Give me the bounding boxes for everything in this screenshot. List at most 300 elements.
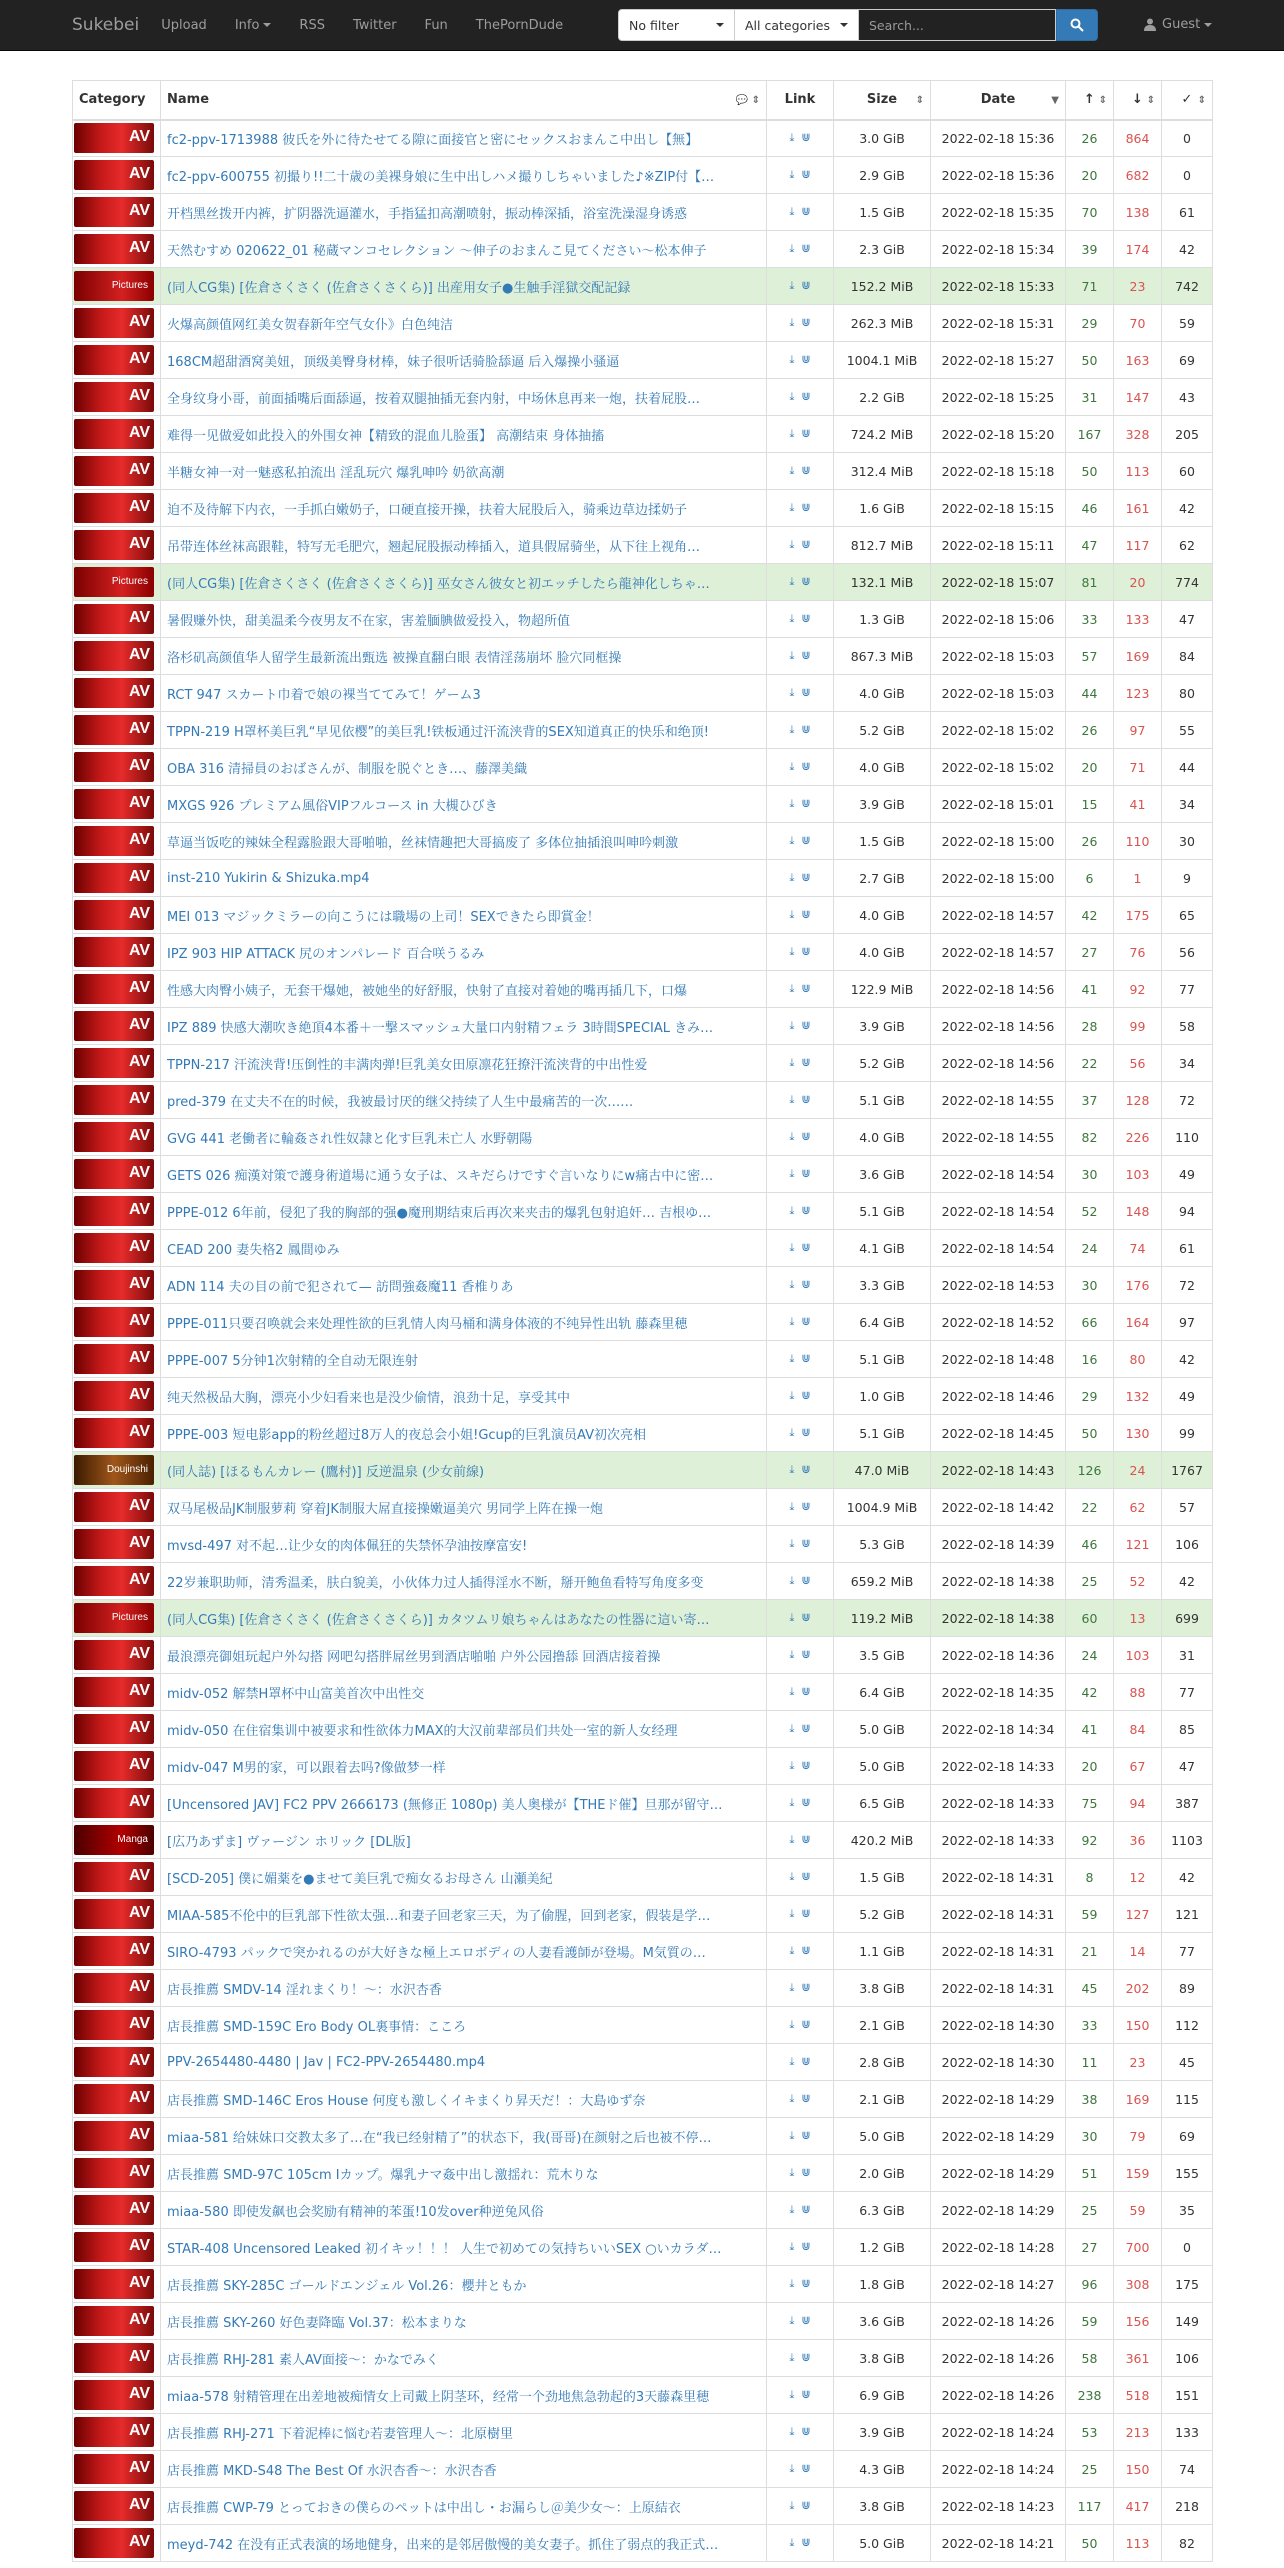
category-badge[interactable] <box>74 937 154 967</box>
category-badge[interactable] <box>74 678 154 708</box>
magnet-icon[interactable]: ⋓ <box>801 1093 811 1106</box>
torrent-name-link[interactable]: 天然むすめ 020622_01 秘蔵マンコセレクション 〜伸子のおまんこ見てください〜松本伸子 <box>161 231 767 268</box>
magnet-icon[interactable]: ⋓ <box>801 1611 811 1624</box>
download-icon[interactable]: ⤓ <box>789 760 795 773</box>
magnet-icon[interactable]: ⋓ <box>801 353 811 366</box>
download-icon[interactable]: ⤓ <box>789 1093 795 1106</box>
download-icon[interactable]: ⤓ <box>789 2536 795 2549</box>
magnet-icon[interactable]: ⋓ <box>801 834 811 847</box>
category-badge[interactable] <box>74 234 154 264</box>
category-badge[interactable] <box>74 2084 154 2114</box>
date-cell: 2022-02-18 14:39 <box>931 1526 1066 1563</box>
torrent-name-link[interactable]: MEI 013 マジックミラーの向こうには職場の上司！SEXできたら即賞金！ <box>161 897 767 934</box>
magnet-icon[interactable]: ⋓ <box>801 1759 811 1772</box>
category-badge[interactable] <box>74 1640 154 1670</box>
category-badge[interactable] <box>74 1159 154 1189</box>
magnet-icon[interactable]: ⋓ <box>801 649 811 662</box>
category-badge[interactable] <box>74 1862 154 1892</box>
category-badge[interactable] <box>74 1381 154 1411</box>
category-badge[interactable] <box>74 1936 154 1966</box>
torrent-name-link[interactable]: 店長推薦 SMD-159C Ero Body OL裏事情：こころ <box>161 2007 767 2044</box>
torrent-name-link[interactable]: PPPE-012 6年前，侵犯了我的胸部的强●魔刑期结束后再次来夹击的爆乳包射追奸… 吉根ゆ… <box>161 1193 767 1230</box>
download-icon[interactable]: ⤓ <box>789 1426 795 1439</box>
magnet-icon[interactable]: ⋓ <box>801 464 811 477</box>
header-leechers[interactable] <box>1114 81 1162 120</box>
download-icon[interactable]: ⤓ <box>789 168 795 181</box>
torrent-name-link[interactable]: PPPE-007 5分钟1次射精的全自动无限连射 <box>161 1341 767 1378</box>
torrent-name-link[interactable]: (同人CG集) [佐倉さくさく (佐倉さくさくら)] 巫女さん彼女と初エッチしたら龍神化しちゃ… <box>161 564 767 601</box>
category-badge[interactable] <box>74 493 154 523</box>
magnet-icon[interactable]: ⋓ <box>801 1278 811 1291</box>
category-badge[interactable] <box>74 715 154 745</box>
torrent-name-link[interactable]: 店長推薦 SMD-146C Eros House 何度も激しくイキまくり昇天だ！：大島ゆず奈 <box>161 2081 767 2118</box>
torrent-name-link[interactable]: 店長推薦 SKY-260 好色妻降臨 Vol.37：松本まりな <box>161 2303 767 2340</box>
date-cell: 2022-02-18 14:57 <box>931 897 1066 934</box>
torrent-name-link[interactable]: [SCD-205] 僕に媚薬を●ませて美巨乳で痴女るお母さん 山瀬美紀 <box>161 1859 767 1896</box>
download-icon[interactable]: ⤓ <box>789 131 795 145</box>
download-icon[interactable]: ⤓ <box>789 1241 795 1254</box>
magnet-icon[interactable]: ⋓ <box>801 1167 811 1180</box>
magnet-icon[interactable]: ⋓ <box>801 2425 811 2438</box>
download-icon[interactable]: ⤓ <box>789 2092 795 2105</box>
download-icon[interactable]: ⤓ <box>789 538 795 551</box>
torrent-name-link[interactable]: 半糖女神一对一魅惑私拍流出 淫乱玩穴 爆乳呻吟 奶欲高潮 <box>161 453 767 490</box>
category-badge[interactable] <box>74 567 154 597</box>
torrent-name-link[interactable]: [Uncensored JAV] FC2 PPV 2666173 (無修正 1080p) 美人奥様が【THEド催】旦那が留守… <box>161 1785 767 1822</box>
download-icon[interactable]: ⤓ <box>789 242 795 255</box>
torrent-name-link[interactable]: pred-379 在丈夫不在的时候，我被最讨厌的继父持续了人生中最痛苦的一次…… <box>161 1082 767 1119</box>
download-icon[interactable]: ⤓ <box>789 2129 795 2142</box>
download-icon[interactable]: ⤓ <box>789 982 795 995</box>
torrent-name-link[interactable]: CEAD 200 妻失格2 鳳間ゆみ <box>161 1230 767 1267</box>
torrent-name-link[interactable]: 草逼当饭吃的辣妹全程露脸跟大哥啪啪，丝袜情趣把大哥搞废了 多体位抽插浪叫呻吟刺激 <box>161 823 767 860</box>
download-icon[interactable]: ⤓ <box>789 2314 795 2327</box>
magnet-icon[interactable]: ⋓ <box>801 612 811 625</box>
download-icon[interactable]: ⤓ <box>789 1500 795 1513</box>
download-icon[interactable]: ⤓ <box>789 1759 795 1772</box>
category-badge[interactable] <box>74 1418 154 1448</box>
magnet-icon[interactable]: ⋓ <box>801 760 811 773</box>
category-badge[interactable] <box>74 1677 154 1707</box>
torrent-name-link[interactable]: 22岁兼职助师，清秀温柔，肤白貌美，小伙体力过人插得淫水不断，掰开鲍鱼看特写角度多变 <box>161 1563 767 1600</box>
category-badge-label: AV <box>128 1904 150 1921</box>
magnet-icon[interactable]: ⋓ <box>801 2203 811 2216</box>
magnet-icon[interactable]: ⋓ <box>801 2388 811 2401</box>
download-icon[interactable]: ⤓ <box>789 501 795 514</box>
category-badge[interactable] <box>74 863 154 893</box>
category-badge[interactable] <box>74 1714 154 1744</box>
download-icon[interactable]: ⤓ <box>789 1315 795 1328</box>
torrent-name-link[interactable]: IPZ 889 快感大潮吹き絶頂4本番＋一撃スマッシュ大量口内射精フェラ 3時間SPECIAL きみ… <box>161 1008 767 1045</box>
seeders-cell: 24 <box>1066 1637 1114 1674</box>
category-badge[interactable] <box>74 1788 154 1818</box>
torrent-name-link[interactable]: 洛杉矶高颜值华人留学生最新流出甄选 被操直翻白眼 表情淫荡崩坏 脸穴同框操 <box>161 638 767 675</box>
category-badge[interactable] <box>74 2528 154 2558</box>
torrent-name-link[interactable]: TPPN-217 汗流浃背!压倒性的丰满肉弹!巨乳美女田原凛花狂撩汗流浃背的中出性爱 <box>161 1045 767 1082</box>
torrent-name-link[interactable]: miaa-578 射精管理在出差地被痴情女上司戴上阴茎环，经常一个劲地焦急勃起的3天藤森里穂 <box>161 2377 767 2414</box>
category-select[interactable] <box>734 9 859 41</box>
download-icon[interactable]: ⤓ <box>789 1574 795 1587</box>
download-icon[interactable]: ⤓ <box>789 686 795 699</box>
magnet-icon[interactable]: ⋓ <box>801 686 811 699</box>
magnet-icon[interactable]: ⋓ <box>801 1130 811 1143</box>
download-icon[interactable]: ⤓ <box>789 2240 795 2253</box>
category-badge[interactable] <box>74 530 154 560</box>
category-badge[interactable] <box>74 123 154 153</box>
magnet-icon[interactable]: ⋓ <box>801 1944 811 1957</box>
download-icon[interactable]: ⤓ <box>789 945 795 958</box>
torrent-name-link[interactable]: PPPE-011只要召唤就会来处理性欲的巨乳情人肉马桶和满身体液的不纯异性出轨 藤森里穂 <box>161 1304 767 1341</box>
category-badge[interactable] <box>74 1344 154 1374</box>
torrent-name-link[interactable]: STAR-408 Uncensored Leaked 初イキッ！！！ 人生で初めての気持ちいいSEX ○いカラダ… <box>161 2229 767 2266</box>
download-icon[interactable]: ⤓ <box>789 797 795 810</box>
torrent-name-link[interactable]: 店長推薦 SKY-285C ゴールドエンジェル Vol.26：櫻井ともか <box>161 2266 767 2303</box>
header-date[interactable] <box>931 81 1066 120</box>
torrent-name-link[interactable]: RCT 947 スカート巾着で娘の裸当ててみて！ゲーム3 <box>161 675 767 712</box>
category-badge[interactable] <box>74 900 154 930</box>
category-badge[interactable] <box>74 974 154 1004</box>
category-badge[interactable] <box>74 604 154 634</box>
download-icon[interactable]: ⤓ <box>789 871 795 884</box>
download-icon[interactable]: ⤓ <box>789 2351 795 2364</box>
torrent-name-link[interactable]: 店長推薦 MKD-S48 The Best Of 水沢杏香～：水沢杏香 <box>161 2451 767 2488</box>
magnet-icon[interactable]: ⋓ <box>801 1722 811 1735</box>
magnet-icon[interactable]: ⋓ <box>801 1907 811 1920</box>
category-badge[interactable] <box>74 2158 154 2188</box>
download-icon[interactable]: ⤓ <box>789 1278 795 1291</box>
magnet-icon[interactable]: ⋓ <box>801 1500 811 1513</box>
download-icon[interactable]: ⤓ <box>789 1796 795 1809</box>
download-icon[interactable]: ⤓ <box>789 2203 795 2216</box>
category-badge[interactable] <box>74 1455 154 1485</box>
header-category[interactable]: Category <box>73 81 161 120</box>
nav-twitter[interactable]: Twitter <box>352 17 397 33</box>
torrent-name-link[interactable]: 全身纹身小哥，前面插嘴后面舔逼，按着双腿抽插无套内射，中场休息再来一炮，扶着屁股… <box>161 379 767 416</box>
category-badge[interactable] <box>74 1085 154 1115</box>
magnet-icon[interactable]: ⋓ <box>801 2351 811 2364</box>
download-icon[interactable]: ⤓ <box>789 427 795 440</box>
torrent-name-link[interactable]: 店長推薦 RHJ-281 素人AV面接～：かなでみく <box>161 2340 767 2377</box>
torrent-name-link[interactable]: 火爆高颜值网红美女贺春新年空气女仆》白色纯洁 <box>161 305 767 342</box>
download-icon[interactable]: ⤓ <box>789 2425 795 2438</box>
category-badge[interactable] <box>74 308 154 338</box>
download-icon[interactable]: ⤓ <box>789 1722 795 1735</box>
magnet-icon[interactable]: ⋓ <box>801 1833 811 1846</box>
magnet-icon[interactable]: ⋓ <box>801 2314 811 2327</box>
search-button[interactable] <box>1056 9 1098 41</box>
nav-theporndude[interactable]: ThePornDude <box>475 17 564 33</box>
download-icon[interactable]: ⤓ <box>789 390 795 403</box>
magnet-icon[interactable]: ⋓ <box>801 279 811 292</box>
magnet-icon[interactable]: ⋓ <box>801 1574 811 1587</box>
category-badge[interactable] <box>74 1492 154 1522</box>
magnet-icon[interactable]: ⋓ <box>801 390 811 403</box>
magnet-icon[interactable]: ⋓ <box>801 2018 811 2031</box>
torrent-name-link[interactable]: 168CM超甜酒窝美妞，顶级美臀身材棒，妹子很听话骑脸舔逼 后入爆操小骚逼 <box>161 342 767 379</box>
magnet-icon[interactable]: ⋓ <box>801 205 811 218</box>
category-badge[interactable] <box>74 1011 154 1041</box>
download-icon[interactable]: ⤓ <box>789 1019 795 1032</box>
date-cell: 2022-02-18 14:36 <box>931 1637 1066 1674</box>
torrent-name-link[interactable]: 性感大肉臀小姨子，无套干爆她，被她坐的好舒服，快射了直接对着她的嘴再插几下，口爆 <box>161 971 767 1008</box>
filter-select[interactable] <box>618 9 735 41</box>
download-icon[interactable]: ⤓ <box>789 2055 795 2068</box>
magnet-icon[interactable]: ⋓ <box>801 131 811 145</box>
category-badge[interactable] <box>74 271 154 301</box>
header-seeders[interactable] <box>1066 81 1114 120</box>
torrent-name-link[interactable]: 店長推薦 SMD-97C 105cm Iカップ。爆乳ナマ姦中出し激揺れ：荒木りな <box>161 2155 767 2192</box>
magnet-icon[interactable]: ⋓ <box>801 168 811 181</box>
download-icon[interactable]: ⤓ <box>789 612 795 625</box>
download-icon[interactable]: ⤓ <box>789 205 795 218</box>
brand-logo[interactable]: Sukebei <box>72 15 140 35</box>
torrent-name-link[interactable]: MIAA-585不伦中的巨乳部下性欲太强…和妻子回老家三天，为了偷腥，回到老家，假装是学… <box>161 1896 767 1933</box>
category-badge[interactable] <box>74 419 154 449</box>
category-badge[interactable] <box>74 1751 154 1781</box>
magnet-icon[interactable]: ⋓ <box>801 1685 811 1698</box>
download-icon[interactable]: ⤓ <box>789 2462 795 2475</box>
nav-fun[interactable]: Fun <box>424 17 448 33</box>
download-icon[interactable]: ⤓ <box>789 353 795 366</box>
torrent-name-link[interactable]: PPV-2654480-4480 | Jav | FC2-PPV-2654480.mp4 <box>161 2044 767 2081</box>
download-icon[interactable]: ⤓ <box>789 1389 795 1402</box>
magnet-icon[interactable]: ⋓ <box>801 2166 811 2179</box>
magnet-icon[interactable]: ⋓ <box>801 2536 811 2549</box>
table-row <box>73 934 1213 971</box>
magnet-icon[interactable]: ⋓ <box>801 316 811 329</box>
category-badge[interactable] <box>74 382 154 412</box>
category-badge-label: AV <box>128 683 150 700</box>
torrent-name-link[interactable]: fc2-ppv-600755 初撮り!!二十歳の美裸身娘に生中出しハメ撮りしちゃいました♪※ZIP付【… <box>161 157 767 194</box>
torrent-name-link[interactable]: PPPE-003 短电影app的粉丝超过8万人的夜总会小姐!Gcup的巨乳演员AV初次亮相 <box>161 1415 767 1452</box>
magnet-icon[interactable]: ⋓ <box>801 1352 811 1365</box>
category-badge[interactable] <box>74 2195 154 2225</box>
header-name[interactable] <box>161 81 767 120</box>
category-badge[interactable] <box>74 2047 154 2077</box>
link-cell <box>767 2340 834 2377</box>
torrent-name-link[interactable]: SIRO-4793 パックで突かれるのが大好きな極上エロボディの人妻看護師が登場。M気質の… <box>161 1933 767 1970</box>
download-icon[interactable]: ⤓ <box>789 1204 795 1217</box>
magnet-icon[interactable]: ⋓ <box>801 1463 811 1476</box>
link-cell <box>767 2007 834 2044</box>
download-icon[interactable]: ⤓ <box>789 1685 795 1698</box>
torrent-name-link[interactable]: (同人誌) [ほるもんカレー (鷹村)] 反逆温泉 (少女前線) <box>161 1452 767 1489</box>
magnet-icon[interactable]: ⋓ <box>801 1389 811 1402</box>
download-icon[interactable]: ⤓ <box>789 2018 795 2031</box>
download-icon[interactable]: ⤓ <box>789 1537 795 1550</box>
magnet-icon[interactable]: ⋓ <box>801 871 811 884</box>
magnet-icon[interactable]: ⋓ <box>801 538 811 551</box>
header-size[interactable] <box>834 81 931 120</box>
leechers-cell: 103 <box>1114 1156 1162 1193</box>
download-icon[interactable]: ⤓ <box>789 1352 795 1365</box>
category-badge[interactable] <box>74 789 154 819</box>
category-badge[interactable] <box>74 2232 154 2262</box>
magnet-icon[interactable]: ⋓ <box>801 2055 811 2068</box>
completed-cell: 1103 <box>1162 1822 1213 1859</box>
download-icon[interactable]: ⤓ <box>789 723 795 736</box>
magnet-icon[interactable]: ⋓ <box>801 1648 811 1661</box>
category-badge[interactable] <box>74 2454 154 2484</box>
magnet-icon[interactable]: ⋓ <box>801 1315 811 1328</box>
category-badge[interactable] <box>74 345 154 375</box>
torrent-name-link[interactable]: 开档黑丝拨开内裤，扩阴器洗逼灌水，手指猛扣高潮喷射，振动棒深插，浴室洗澡湿身诱惑 <box>161 194 767 231</box>
download-icon[interactable]: ⤓ <box>789 1056 795 1069</box>
torrent-name-link[interactable]: 最浪漂亮御姐玩起户外勾搭 网吧勾搭胖屌丝男到酒店啪啪 户外公园撸舔 回酒店接着操 <box>161 1637 767 1674</box>
category-badge[interactable] <box>74 2306 154 2336</box>
magnet-icon[interactable]: ⋓ <box>801 797 811 810</box>
torrent-name-link[interactable]: fc2-ppv-1713988 彼氏を外に待たせてる隙に面接官と密にセックスおまんこ中出し【無】 <box>161 120 767 157</box>
torrent-name-link[interactable]: mvsd-497 对不起…让少女的肉体佩狂的失禁怀孕油按摩富安! <box>161 1526 767 1563</box>
category-badge[interactable] <box>74 2491 154 2521</box>
torrent-name-link[interactable]: midv-050 在住宿集训中被要求和性欲体力MAX的大汉前辈部员们共处一室的新人女经理 <box>161 1711 767 1748</box>
category-badge[interactable] <box>74 1529 154 1559</box>
torrent-name-link[interactable]: 迫不及待解下内衣，一手抓白嫩奶子，口硬直接开操，扶着大屁股后入，骑乘边草边揉奶子 <box>161 490 767 527</box>
category-badge[interactable] <box>74 1825 154 1855</box>
torrent-name-link[interactable]: miaa-581 给妹妹口交教太多了…在“我已经射精了”的状态下，我(哥哥)在颜射之后也被不停… <box>161 2118 767 2155</box>
header-completed[interactable] <box>1162 81 1213 120</box>
category-badge[interactable] <box>74 752 154 782</box>
category-cell <box>73 453 161 490</box>
download-icon[interactable]: ⤓ <box>789 1870 795 1883</box>
magnet-icon[interactable]: ⋓ <box>801 2462 811 2475</box>
category-badge[interactable] <box>74 1270 154 1300</box>
torrent-name-link[interactable]: 难得一见做爱如此投入的外围女神【精致的混血儿脸蛋】 高潮结束 身体抽搐 <box>161 416 767 453</box>
torrent-name-link[interactable]: IPZ 903 HIP ATTACK 尻のオンパレード 百合咲うるみ <box>161 934 767 971</box>
torrent-name-link[interactable]: GVG 441 老働者に輪姦され性奴隷と化す巨乳未亡人 水野朝陽 <box>161 1119 767 1156</box>
torrent-name-link[interactable]: 双马尾极品JK制服萝莉 穿着JK制服大屌直接操嫩逼美穴 男同学上阵在操一炮 <box>161 1489 767 1526</box>
category-badge[interactable] <box>74 1899 154 1929</box>
category-badge[interactable] <box>74 641 154 671</box>
magnet-icon[interactable]: ⋓ <box>801 908 811 921</box>
magnet-icon[interactable]: ⋓ <box>801 427 811 440</box>
nav-rss[interactable]: RSS <box>299 17 325 33</box>
torrent-name-link[interactable]: OBA 316 清掃員のおばさんが、制服を脱ぐとき…、藤澤美織 <box>161 749 767 786</box>
download-icon[interactable]: ⤓ <box>789 834 795 847</box>
category-badge[interactable] <box>74 2380 154 2410</box>
magnet-icon[interactable]: ⋓ <box>801 1426 811 1439</box>
download-icon[interactable]: ⤓ <box>789 1167 795 1180</box>
download-icon[interactable]: ⤓ <box>789 908 795 921</box>
category-badge[interactable] <box>74 160 154 190</box>
category-badge[interactable] <box>74 826 154 856</box>
nav-info[interactable] <box>235 18 272 33</box>
download-icon[interactable]: ⤓ <box>789 1611 795 1624</box>
torrent-name-link[interactable]: midv-052 解禁H罩杯中山富美首次中出性交 <box>161 1674 767 1711</box>
torrent-name-link[interactable]: 店長推薦 RHJ-271 下着泥棒に悩む若妻管理人～：北原樹里 <box>161 2414 767 2451</box>
size-cell: 5.1 GiB <box>834 1193 931 1230</box>
category-badge[interactable] <box>74 197 154 227</box>
torrent-name-link[interactable]: TPPN-219 H罩杯美巨乳“早见依樱”的美巨乳!铁板通过汗流浃背的SEX知道真正的快乐和绝顶! <box>161 712 767 749</box>
magnet-icon[interactable]: ⋓ <box>801 1204 811 1217</box>
magnet-icon[interactable]: ⋓ <box>801 1870 811 1883</box>
torrent-name-link[interactable]: ADN 114 夫の目の前で犯されて— 訪問強姦魔11 香椎りあ <box>161 1267 767 1304</box>
search-input[interactable]: Search... <box>858 9 1056 41</box>
torrent-name-link[interactable]: (同人CG集) [佐倉さくさく (佐倉さくさくら)] 出産用女子●生触手淫獄交配記録 <box>161 268 767 305</box>
download-icon[interactable]: ⤓ <box>789 464 795 477</box>
download-icon[interactable]: ⤓ <box>789 1463 795 1476</box>
magnet-icon[interactable]: ⋓ <box>801 1796 811 1809</box>
magnet-icon[interactable]: ⋓ <box>801 945 811 958</box>
magnet-icon[interactable]: ⋓ <box>801 575 811 588</box>
category-badge[interactable] <box>74 1122 154 1152</box>
nav-upload[interactable]: Upload <box>161 17 207 33</box>
torrent-name-link[interactable]: [広乃あずま] ヴァージン ホリック [DL版] <box>161 1822 767 1859</box>
torrent-name-link[interactable]: meyd-742 在没有正式表演的场地健身，出来的是邻居傲慢的美女妻子。抓住了弱点的我正式… <box>161 2525 767 2562</box>
magnet-icon[interactable]: ⋓ <box>801 1241 811 1254</box>
category-badge[interactable] <box>74 1566 154 1596</box>
download-icon[interactable]: ⤓ <box>789 316 795 329</box>
torrent-name-link[interactable]: 纯天然极品大胸，漂亮小少妇看来也是没少偷情，浪劲十足，享受其中 <box>161 1378 767 1415</box>
magnet-icon[interactable]: ⋓ <box>801 2277 811 2290</box>
size-cell: 3.8 GiB <box>834 2488 931 2525</box>
category-badge[interactable] <box>74 2417 154 2447</box>
torrent-name-link[interactable]: (同人CG集) [佐倉さくさく (佐倉さくさくら)] カタツムリ娘ちゃんはあなたの性器に這い寄… <box>161 1600 767 1637</box>
magnet-icon[interactable]: ⋓ <box>801 501 811 514</box>
download-icon[interactable]: ⤓ <box>789 2277 795 2290</box>
category-badge[interactable] <box>74 2269 154 2299</box>
magnet-icon[interactable]: ⋓ <box>801 1056 811 1069</box>
seeders-cell: 42 <box>1066 1674 1114 1711</box>
torrent-name-link[interactable]: MXGS 926 プレミアム風俗VIPフルコース in 大槻ひびき <box>161 786 767 823</box>
magnet-icon[interactable]: ⋓ <box>801 2240 811 2253</box>
magnet-icon[interactable]: ⋓ <box>801 2129 811 2142</box>
category-badge[interactable] <box>74 1233 154 1263</box>
download-icon[interactable]: ⤓ <box>789 575 795 588</box>
download-icon[interactable]: ⤓ <box>789 649 795 662</box>
download-icon[interactable]: ⤓ <box>789 1130 795 1143</box>
magnet-icon[interactable]: ⋓ <box>801 982 811 995</box>
download-icon[interactable]: ⤓ <box>789 1981 795 1994</box>
torrent-name-link[interactable]: midv-047 M男的家，可以跟着去吗?像做梦一样 <box>161 1748 767 1785</box>
torrent-name-link[interactable]: 店長推薦 SMDV-14 淫れまくり！～：水沢杏香 <box>161 1970 767 2007</box>
magnet-icon[interactable]: ⋓ <box>801 723 811 736</box>
download-icon[interactable]: ⤓ <box>789 2499 795 2512</box>
category-badge[interactable] <box>74 1603 154 1633</box>
torrent-name-link[interactable]: 暑假赚外快，甜美温柔今夜男友不在家，害羞腼腆做爱投入，物超所值 <box>161 601 767 638</box>
torrent-name-link[interactable]: 店長推薦 CWP-79 とっておきの僕らのペットは中出し・お漏らし＠美少女～：上原結衣 <box>161 2488 767 2525</box>
magnet-icon[interactable]: ⋓ <box>801 2092 811 2105</box>
category-badge[interactable] <box>74 1973 154 2003</box>
category-badge[interactable] <box>74 1048 154 1078</box>
torrent-name-link[interactable]: 吊带连体丝袜高跟鞋，特写无毛肥穴，翘起屁股振动棒插入，道具假屌骑坐，从下往上视角… <box>161 527 767 564</box>
guest-menu[interactable] <box>1144 17 1212 32</box>
torrent-name-link[interactable]: miaa-580 即使发飙也会奖励有精神的苯蛋!10发over种逆兔风俗 <box>161 2192 767 2229</box>
chevron-down-icon <box>263 23 271 27</box>
download-icon[interactable]: ⤓ <box>789 1944 795 1957</box>
download-icon[interactable]: ⤓ <box>789 1907 795 1920</box>
category-badge[interactable] <box>74 2010 154 2040</box>
download-icon[interactable]: ⤓ <box>789 1648 795 1661</box>
category-badge-label: AV <box>128 1016 150 1033</box>
magnet-icon[interactable]: ⋓ <box>801 1537 811 1550</box>
magnet-icon[interactable]: ⋓ <box>801 1981 811 1994</box>
download-icon[interactable]: ⤓ <box>789 2166 795 2179</box>
magnet-icon[interactable]: ⋓ <box>801 2499 811 2512</box>
category-badge[interactable] <box>74 2343 154 2373</box>
category-badge[interactable] <box>74 1307 154 1337</box>
torrent-name-link[interactable]: inst-210 Yukirin & Shizuka.mp4 <box>161 860 767 897</box>
category-badge[interactable] <box>74 456 154 486</box>
download-icon[interactable]: ⤓ <box>789 1833 795 1846</box>
download-icon[interactable]: ⤓ <box>789 2388 795 2401</box>
torrent-name-link[interactable]: GETS 026 痴漢対策で護身術道場に通う女子は、スキだらけですぐ言いなりにw痛古中に密… <box>161 1156 767 1193</box>
category-badge[interactable] <box>74 1196 154 1226</box>
download-icon[interactable]: ⤓ <box>789 279 795 292</box>
category-badge[interactable] <box>74 2121 154 2151</box>
magnet-icon[interactable]: ⋓ <box>801 1019 811 1032</box>
magnet-icon[interactable]: ⋓ <box>801 242 811 255</box>
